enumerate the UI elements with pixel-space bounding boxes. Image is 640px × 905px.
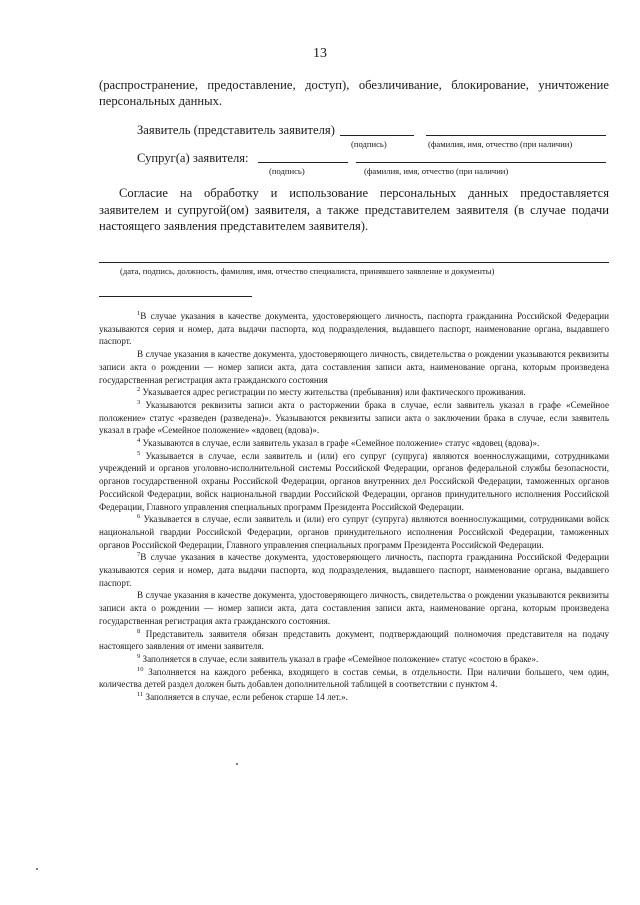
applicant-signature-caption: (подпись) <box>351 139 387 149</box>
specialist-line <box>99 262 609 263</box>
footnote-10: $^{10}$ Заполняется на каждого ребенка, входящего в состав семьи, в отдельности. При наличии большего, чем один, количества детей раздел должен быть добавлен дополнительной таблицей в соответствии с пунктом 4. <box>99 665 610 690</box>
spouse-signature-caption: (подпись) <box>269 166 305 176</box>
footnote-6: $^6$ Указывается в случае, если заявитель и (или) его супруг (супруга) являются военнослужащими, сотрудниками войск национальной гвардии Российской Федерации, органов принудительного исполнения Российской Федерации, таможенных органов Российской Федерации, Главного управления специальных программ Президента Российской Федерации. <box>99 513 609 550</box>
applicant-name-line <box>426 135 606 136</box>
footnote-2: $^2$ Указывается адрес регистрации по месту жительства (пребывания) или фактического проживания. <box>137 386 526 398</box>
intro-paragraph <box>99 77 609 109</box>
footnote-7: $^7$В случае указания в качестве документа, удостоверяющего личность, паспорта гражданина Российской Федерации указываются серия и номер, дата выдачи паспорта, код подразделения, выдавшего паспорт, наименование органа, выдавшего паспорт. <box>99 551 609 588</box>
spouse-label: Супруг(а) заявителя: <box>137 151 249 165</box>
footnote-5: $^5$ Указывается в случае, если заявитель и (или) его супруг (супруга) являются военнослужащими, сотрудниками учреждений и органов уголовно-исполнительной системы Российской Федерации, органов федеральной службы безопасности, органов государственной охраны Российской Федерации, органов внутренних дел Российской Федерации, таможенных органов Российской Федерации, войск национальной гвардии Российской Федерации, органов принудительного исполнения Российской Федерации, Главного управления специальных программ Президента Российской Федерации. <box>99 449 609 512</box>
footnote-3: $^3$ Указываются реквизиты записи акта о расторжении брака в случае, если заявитель указал в графе «Семейное положение» статус «разведен (разведена)». Указываются реквизиты записи акта о заключении брака в случае, если заявитель указал в графе «Семейное положение» «вдовец (вдова)». <box>99 398 609 436</box>
intro-line-2: персональных данных. <box>99 94 223 108</box>
page-number: 13 <box>313 46 327 61</box>
specialist-caption: (дата, подпись, должность, фамилия, имя, отчество специалиста, принявшего заявление и документы) <box>120 266 495 276</box>
footnote-1-continued: В случае указания в качестве документа, удостоверяющего личность, свидетельства о рождении указываются реквизиты записи акта о рождении — номер записи акта, дата составления записи акта, наименование органа, которым произведена государственная регистрация акта гражданского состояния <box>99 349 609 385</box>
footnote-1: $^1$В случае указания в качестве документа, удостоверяющего личность, паспорта гражданина Российской Федерации указываются серия и номер, дата выдачи паспорта, код подразделения, выдавшего паспорт, наименование органа, выдавшего паспорт. <box>99 310 609 347</box>
scan-speck <box>236 763 238 765</box>
intro-line-1: (распространение, предоставление, доступ), обезличивание, блокирование, уничтожение <box>99 78 609 92</box>
footnote-9: $^9$ Заполняется в случае, если заявитель указал в графе «Семейное положение» статус «состою в браке». <box>137 652 539 664</box>
spouse-name-line <box>356 162 606 163</box>
footnotes <box>99 310 609 704</box>
scan-speck <box>36 868 38 870</box>
footnote-8: $^8$ Представитель заявителя обязан представить документ, подтверждающий полномочия представителя на подачу настоящего заявления от имени заявителя. <box>99 627 609 652</box>
consent-paragraph: Согласие на обработку и использование персональных данных предоставляется заявителем и супругой(ом) заявителя, а также представителем заявителя (в случае подачи настоящего заявления представителем заявителя). <box>99 186 609 233</box>
footnote-4: $^4$ Указываются в случае, если заявитель указал в графе «Семейное положение» статус «вдовец (вдова)». <box>137 437 540 449</box>
footnote-7-continued: В случае указания в качестве документа, удостоверяющего личность, свидетельства о рождении указываются реквизиты записи акта о рождении — номер записи акта, дата составления записи акта, наименование органа, которым произведена государственная регистрация акта гражданского состояния. <box>99 590 609 626</box>
spouse-name-caption: (фамилия, имя, отчество (при наличии) <box>364 166 509 176</box>
applicant-label: Заявитель (представитель заявителя) <box>137 123 335 137</box>
applicant-name-caption: (фамилия, имя, отчество (при наличии) <box>428 139 573 149</box>
footnote-separator <box>99 296 252 297</box>
spouse-signature-line <box>258 162 348 163</box>
applicant-signature-line <box>340 135 414 136</box>
footnote-11: $^{11}$ Заполняется в случае, если ребенок старше 14 лет.». <box>137 691 348 703</box>
